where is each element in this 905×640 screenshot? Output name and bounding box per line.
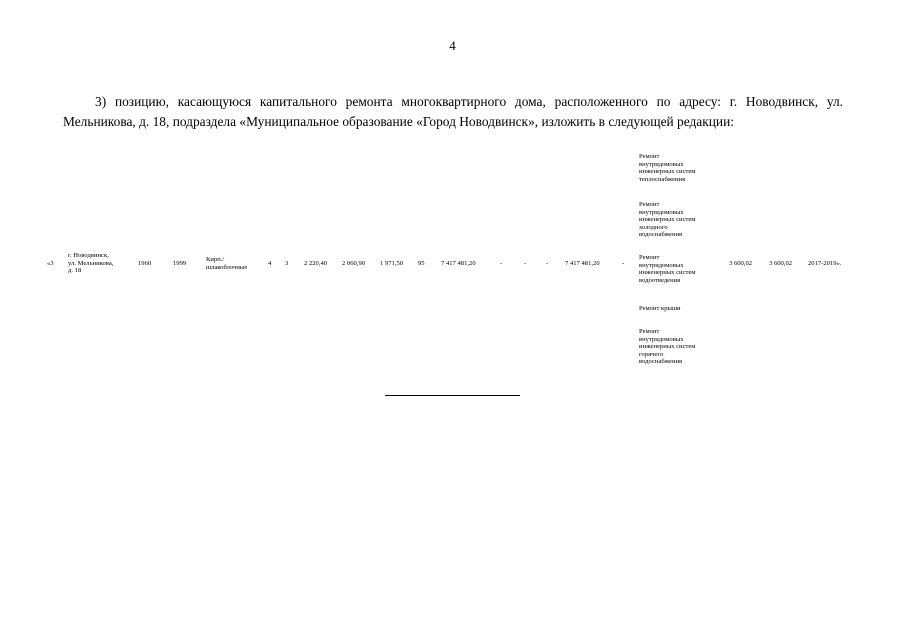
work-line: внутридомовых	[639, 261, 684, 269]
work-line: инженерных систем	[639, 168, 696, 176]
cost-owners: 7 417 481,20	[565, 260, 600, 267]
unit-cost: 3 600,02	[729, 260, 753, 267]
page-number: 4	[449, 38, 456, 53]
work-line: Ремонт крыши	[639, 305, 681, 312]
address-line: д. 18	[68, 267, 82, 275]
dash-cell: -	[546, 260, 549, 267]
work-line: внутридомовых	[639, 335, 684, 343]
work-item	[639, 328, 729, 366]
material-line: шлакоблочные	[206, 263, 248, 271]
period: 2017-2019».	[808, 260, 842, 267]
work-item	[639, 254, 729, 284]
work-line: инженерных систем	[639, 269, 696, 277]
work-line: водоснабжения	[639, 231, 683, 239]
entrances: 3	[285, 260, 289, 267]
year-built: 1960	[138, 260, 152, 267]
dash-cell: -	[622, 260, 625, 267]
work-line: водоотведения	[639, 276, 681, 284]
work-line: внутридомовых	[639, 160, 684, 168]
end-rule	[385, 395, 520, 396]
row-address	[68, 252, 113, 275]
work-line: инженерных систем	[639, 216, 696, 224]
floors: 4	[268, 260, 272, 267]
work-line: Ремонт	[639, 254, 660, 261]
work-item	[639, 153, 729, 183]
work-line: теплоснабжения	[639, 175, 686, 183]
row-number: «3	[47, 260, 54, 267]
paragraph-text: 3) позицию, касающуюся капитального ремонта многоквартирного дома, расположенного по адресу: г. Новодвинск, ул. Мельникова, д. 18, подраздела «Муниципальное образование «Город Новодвинск», изложить в следующей редакции:	[63, 94, 843, 129]
work-item	[639, 201, 729, 239]
wall-material	[206, 256, 247, 271]
work-line: Ремонт	[639, 201, 660, 208]
dash-cell: -	[524, 260, 527, 267]
material-line: Кирп./	[206, 256, 225, 263]
area-residential: 1 971,50	[380, 260, 404, 267]
max-cost: 3 600,02	[769, 260, 793, 267]
work-line: горячего	[639, 350, 664, 358]
work-line: внутридомовых	[639, 208, 684, 216]
total-area: 2 220,40	[304, 260, 328, 267]
work-item	[639, 305, 729, 313]
work-line: Ремонт	[639, 153, 660, 160]
amendment-paragraph	[63, 92, 843, 132]
dash-cell: -	[500, 260, 503, 267]
cost-total: 7 417 481,20	[441, 260, 476, 267]
work-line: водоснабжения	[639, 358, 683, 366]
work-line: инженерных систем	[639, 343, 696, 351]
address-line: ул. Мельникова,	[68, 259, 114, 267]
area-premises: 2 060,90	[342, 260, 366, 267]
address-line: г. Новодвинск,	[68, 252, 109, 259]
year-repair: 1999	[173, 260, 187, 267]
residents: 95	[418, 260, 425, 267]
work-line: Ремонт	[639, 328, 660, 335]
work-line: холодного	[639, 223, 668, 231]
